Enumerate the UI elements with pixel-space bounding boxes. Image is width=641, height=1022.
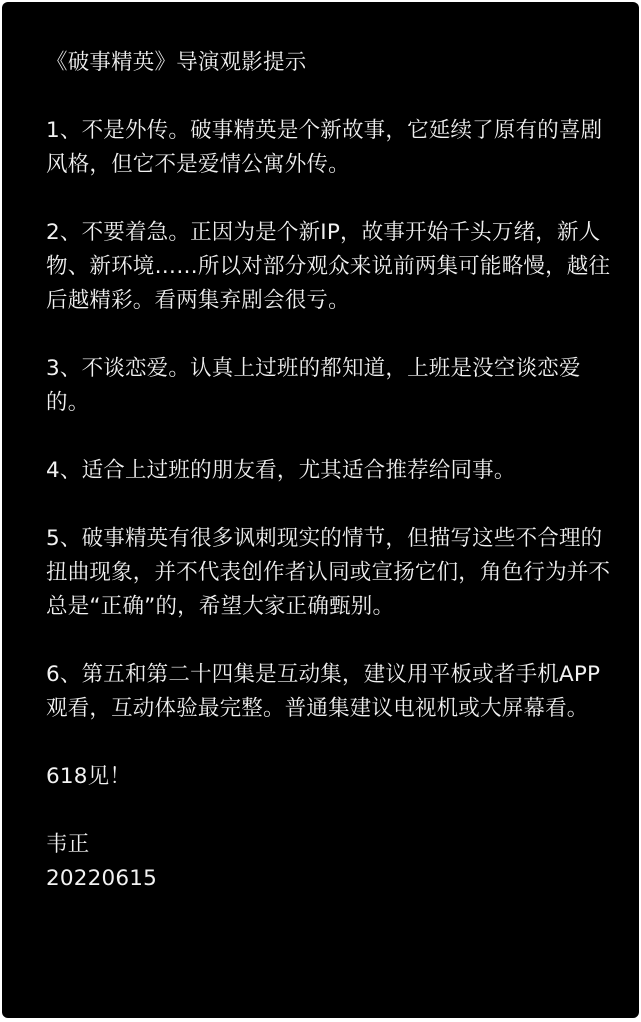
closing-line: 618见！ bbox=[46, 764, 132, 789]
paragraph-1: 1、不是外传。破事精英是个新故事，它延续了原有的喜剧风格，但它不是爱情公寓外传。 bbox=[46, 118, 603, 177]
note-body bbox=[46, 46, 612, 896]
paragraph-6: 6、第五和第二十四集是互动集，建议用平板或者手机APP观看，互动体验最完整。普通集建议电视机或大屏幕看。 bbox=[46, 662, 601, 721]
paragraph-3: 3、不谈恋爱。认真上过班的都知道，上班是没空谈恋爱的。 bbox=[46, 356, 581, 415]
paragraph-5: 5、破事精英有很多讽刺现实的情节，但描写这些不合理的扭曲现象，并不代表创作者认同或宣扬它们，角色行为并不总是“正确”的，希望大家正确甄别。 bbox=[46, 526, 611, 619]
signature-name: 韦正 bbox=[46, 832, 90, 857]
signature-date: 20220615 bbox=[46, 866, 158, 891]
note-screen bbox=[2, 2, 639, 1018]
note-title: 《破事精英》导演观影提示 bbox=[46, 50, 307, 75]
signature-block bbox=[46, 828, 612, 896]
paragraph-4: 4、适合上过班的朋友看，尤其适合推荐给同事。 bbox=[46, 458, 516, 483]
paragraph-2: 2、不要着急。正因为是个新IP，故事开始千头万绪，新人物、新环境……所以对部分观众来说前两集可能略慢，越往后越精彩。看两集弃剧会很亏。 bbox=[46, 220, 611, 313]
